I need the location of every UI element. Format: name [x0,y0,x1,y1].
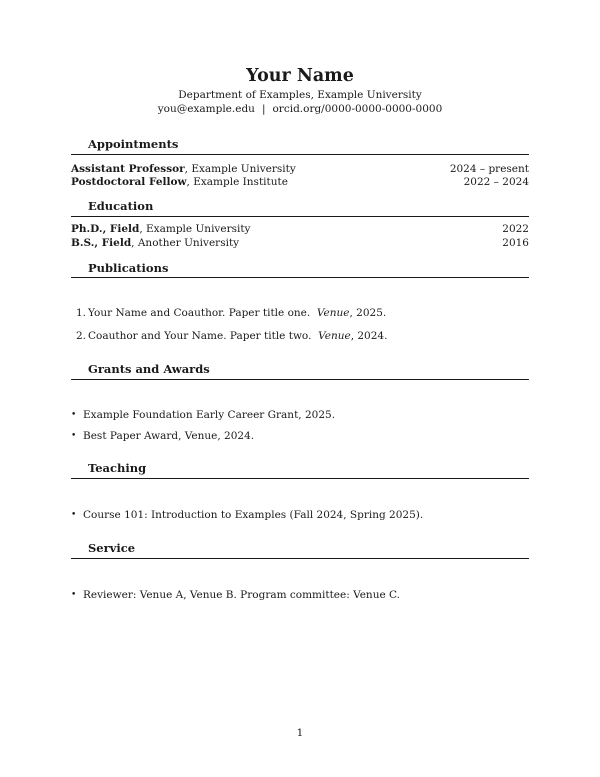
publication-item [75,329,388,343]
email-link[interactable]: you@example.edu [157,103,255,115]
publication-venue: Venue [316,307,350,319]
list-item [71,408,336,422]
appointment-role: Postdoctoral Fellow [71,176,187,188]
education-year: 2022 [502,223,529,235]
section-title-appointments: Appointments [88,137,179,151]
section-title-education: Education [88,199,154,213]
list-item [71,429,255,443]
page-number: 1 [296,727,304,739]
publication-year: , 2024. [350,330,388,342]
contact-line [0,102,600,116]
list-item [71,508,424,522]
section-rule [71,154,529,155]
publication-text: Your Name and Coauthor. Paper title one. [88,307,311,319]
contact-separator: | [261,103,266,115]
appointment-role: Assistant Professor [71,163,185,175]
cv-header [0,66,600,116]
teaching-text: Course 101: Introduction to Examples (Fall 2024, Spring 2025). [83,509,424,521]
publication-text: Coauthor and Your Name. Paper title two. [88,330,312,342]
section-title-publications: Publications [88,261,169,275]
bullet-marker: • [71,431,77,441]
service-text: Reviewer: Venue A, Venue B. Program committee: Venue C. [83,589,401,601]
education-degree: B.S., Field [71,237,132,249]
education-degree: Ph.D., Field [71,223,140,235]
bullet-marker: • [71,510,77,520]
orcid-link[interactable]: orcid.org/0000-0000-0000-0000 [272,103,443,115]
appointment-dates: 2024 – present [449,163,529,175]
appointment-place: , Example University [184,163,296,175]
publication-item [75,306,387,320]
section-title-teaching: Teaching [88,461,147,475]
education-entry [71,222,529,236]
education-place: , Another University [131,237,240,249]
section-rule [71,379,529,380]
publication-venue: Venue [318,330,351,342]
grant-text: Best Paper Award, Venue, 2024. [83,430,255,442]
appointment-place: , Example Institute [186,176,288,188]
education-entry [71,236,529,250]
person-name: Your Name [246,66,354,86]
publication-year: , 2025. [349,307,387,319]
list-item [71,588,401,602]
affiliation: Department of Examples, Example University [178,89,422,101]
education-year: 2016 [502,237,529,249]
list-number: 1. [75,307,86,319]
bullet-marker: • [71,410,77,420]
appointment-dates: 2022 – 2024 [463,176,529,188]
grant-text: Example Foundation Early Career Grant, 2025. [83,409,336,421]
section-rule [71,558,529,559]
appointment-entry [71,162,529,176]
appointment-entry [71,175,529,189]
section-rule [71,277,529,278]
bullet-marker: • [71,590,77,600]
section-rule [71,216,529,217]
list-number: 2. [75,330,86,342]
section-title-service: Service [88,541,136,555]
education-place: , Example University [139,223,251,235]
section-rule [71,478,529,479]
section-title-grants: Grants and Awards [88,362,210,376]
